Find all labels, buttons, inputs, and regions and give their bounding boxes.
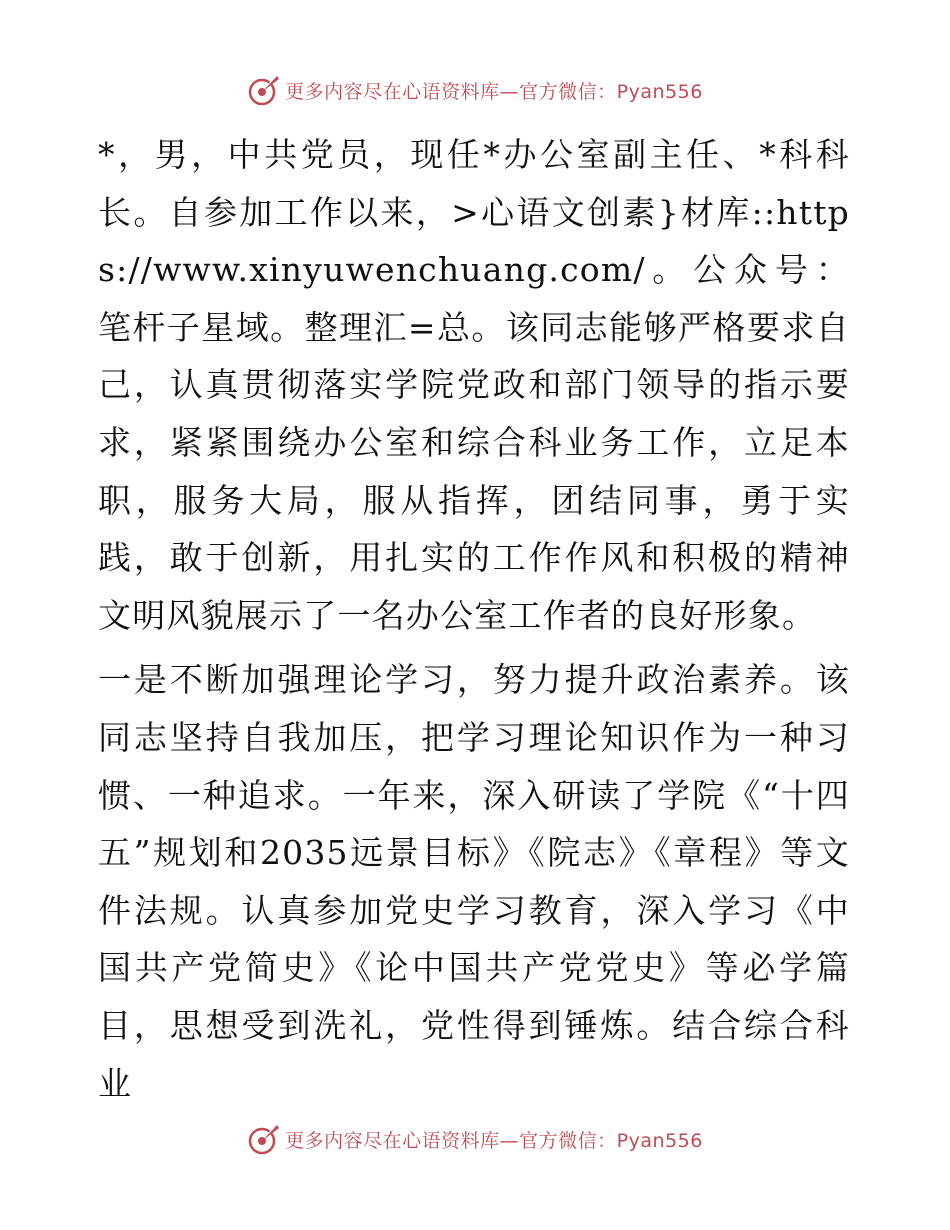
paragraph-intro: *，男，中共党员，现任*办公室副主任、*科科长。自参加工作以来，>心语文创素}材库::https://www.xinyuwenchuang.com/。公众号：笔杆子星域。整理汇=总。该同志能够严格要求自己，认真贯彻落实学院党政和部门领导的指示要求，紧紧围绕办公室和综合科业务工作，立足本职，服务大局，服从指挥，团结同事，勇于实践，敢于创新，用扎实的工作作风和积极的精神文明风貌展示了一名办公室工作者的良好形象。	[98, 135, 850, 635]
watermark-text: 更多内容尽在心语资料库—官方微信：Pyan556	[285, 1129, 703, 1152]
document-body	[98, 126, 850, 1112]
quill-logo-icon	[247, 1122, 281, 1156]
watermark-text: 更多内容尽在心语资料库—官方微信：Pyan556	[285, 80, 703, 103]
footer-watermark	[0, 1119, 950, 1159]
quill-logo-icon	[247, 73, 281, 107]
paragraph-theory-study: 一是不断加强理论学习，努力提升政治素养。该同志坚持自我加压，把学习理论知识作为一种习惯、一种追求。一年来，深入研读了学院《“十四五”规划和2035远景目标》《院志》《章程》等文件法规。认真参加党史学习教育，深入学习《中国共产党简史》《论中国共产党党史》等必学篇目，思想受到洗礼，党性得到锤炼。结合综合科业	[98, 660, 850, 1103]
header-watermark	[0, 70, 950, 110]
